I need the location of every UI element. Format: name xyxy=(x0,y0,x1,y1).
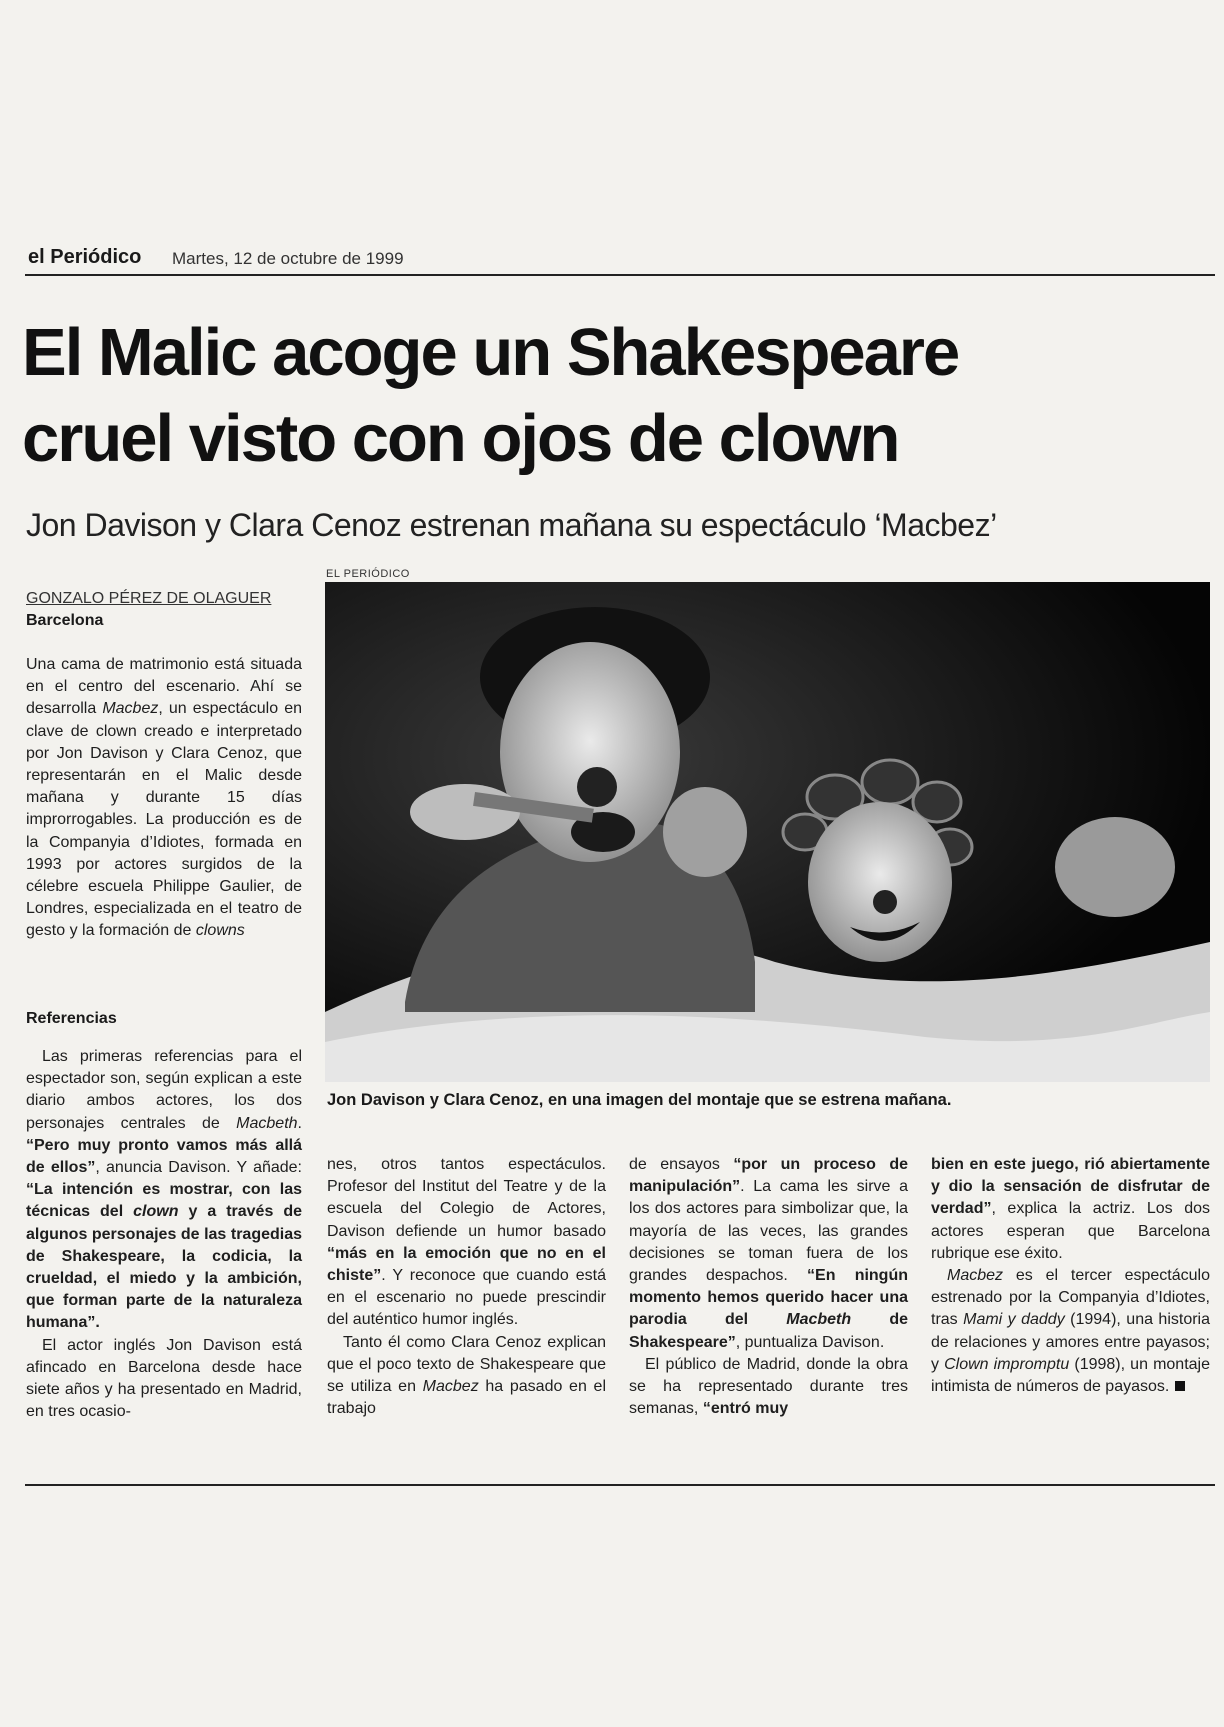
text-run: Las primeras referencias para el espectador son, según explican a este diario ambos actores, los dos personajes centrales de xyxy=(26,1048,302,1132)
text-run: El público de Madrid, donde la obra se ha representado durante tres semanas, xyxy=(629,1355,908,1418)
text-run: . Y reconoce que cuando está en el escenario no puede prescindir del auténtico humor inglés. xyxy=(327,1267,606,1329)
photo-caption: Jon Davison y Clara Cenoz, en una imagen del montaje que se estrena mañana. xyxy=(327,1091,952,1109)
author-byline: GONZALO PÉREZ DE OLAGUER xyxy=(26,590,272,607)
text-run: Macbez xyxy=(947,1267,1004,1285)
top-rule xyxy=(25,274,1215,276)
text-run: “La intención es mostrar, con las técnicas del xyxy=(26,1181,302,1221)
text-run: bien en este juego, rió abiertamente y dio la sensación de disfrutar de verdad” xyxy=(931,1156,1210,1218)
column-3 xyxy=(629,1154,908,1420)
text-run: nes, otros tantos espectáculos. Profesor del Institut del Teatre y de la escuela del Colegio de Actores, Davison defiende un humor basado xyxy=(327,1156,606,1240)
text-run: de ensayos xyxy=(629,1156,734,1173)
headline xyxy=(22,310,1202,482)
text-run: ha pasado en el trabajo xyxy=(327,1378,606,1418)
text-run: Macbez xyxy=(102,700,159,718)
column-2 xyxy=(327,1154,606,1420)
text-run: “Pero muy pronto vamos más allá de ellos” xyxy=(26,1136,302,1177)
text-run: Mami y daddy xyxy=(963,1311,1065,1329)
issue-date: Martes, 12 de octubre de 1999 xyxy=(172,249,404,268)
paragraph: El actor inglés Jon Davison está afincado en Barcelona desde hace siete años y ha presentado en Madrid, en tres ocasio- xyxy=(26,1336,302,1421)
newspaper-brand: el Periódico xyxy=(28,246,142,268)
end-of-article-mark xyxy=(1175,1381,1185,1391)
section-subhead: Referencias xyxy=(26,1010,117,1027)
column-1-intro xyxy=(26,654,302,943)
text-run: Clown impromptu xyxy=(944,1355,1070,1373)
text-run: Una cama de matrimonio está situada en el centro del escenario. Ahí se desarrolla xyxy=(26,656,302,718)
clowns-photo-illustration xyxy=(325,582,1210,1082)
text-run: Macbeth xyxy=(236,1114,298,1132)
text-run: . La cama les sirve a los dos actores para simbolizar que, la mayoría de las veces, las grandes decisiones se toman fuera de los grandes despachos. xyxy=(629,1178,908,1285)
text-run: “En ningún momento hemos querido hacer una parodia del xyxy=(629,1267,908,1329)
text-run: Tanto él como Clara Cenoz explican que el poco texto de Shakespeare que se utiliza en xyxy=(327,1333,606,1396)
text-run: y a través de algunos personajes de las tragedias de Shakespeare, la codicia, la crueldad, el miedo y la ambición, que forman parte de la naturaleza humana”. xyxy=(26,1203,303,1332)
text-run: , explica la actriz. Los dos actores esperan que Barcelona rubrique ese éxito. xyxy=(931,1200,1210,1262)
dateline-city: Barcelona xyxy=(26,612,104,629)
text-run: , puntualiza Davison. xyxy=(735,1333,885,1351)
headline-line-2: cruel visto con ojos de clown xyxy=(22,401,899,476)
headline-line-1: El Malic acoge un Shakespeare xyxy=(22,315,959,390)
text-run: “por un proceso de manipulación” xyxy=(629,1156,908,1196)
text-run: “entró muy xyxy=(702,1400,789,1418)
text-run: (1998), un montaje intimista de números de payasos. xyxy=(931,1355,1211,1396)
text-run: , un espectáculo en clave de clown creado e interpretado por Jon Davison y Clara Cenoz, que representarán en el Malic desde mañana y durante 15 días improrrogables. La producción es de la Companyia d’Idiotes, formada en 1993 por actores surgidos de la célebre escuela Philippe Gaulier, de Londres, especializada en el teatro de gesto y la formación de xyxy=(26,700,302,940)
text-run: “más en la emoción que no en el chiste” xyxy=(327,1244,606,1285)
text-run: de Shakespeare” xyxy=(629,1311,908,1351)
text-run: Macbeth xyxy=(786,1311,852,1329)
text-run: . xyxy=(297,1114,302,1132)
text-run: clown xyxy=(133,1203,179,1221)
text-run: es el tercer espectáculo estrenado por la Companyia d’Idiotes, tras xyxy=(931,1267,1210,1329)
article-photo xyxy=(325,582,1210,1082)
bottom-rule xyxy=(25,1484,1215,1486)
text-run: Macbez xyxy=(422,1378,479,1396)
column-1-references xyxy=(26,1046,302,1423)
text-run: , anuncia Davison. Y añade: xyxy=(95,1159,303,1177)
text-run: clowns xyxy=(195,922,245,940)
column-4 xyxy=(931,1154,1210,1398)
text-run: (1994), una historia de relaciones y amores entre payasos; y xyxy=(931,1311,1211,1373)
subtitle: Jon Davison y Clara Cenoz estrenan mañana su espectáculo ‘Macbez’ xyxy=(26,507,997,543)
photo-credit: EL PERIÓDICO xyxy=(326,568,410,580)
